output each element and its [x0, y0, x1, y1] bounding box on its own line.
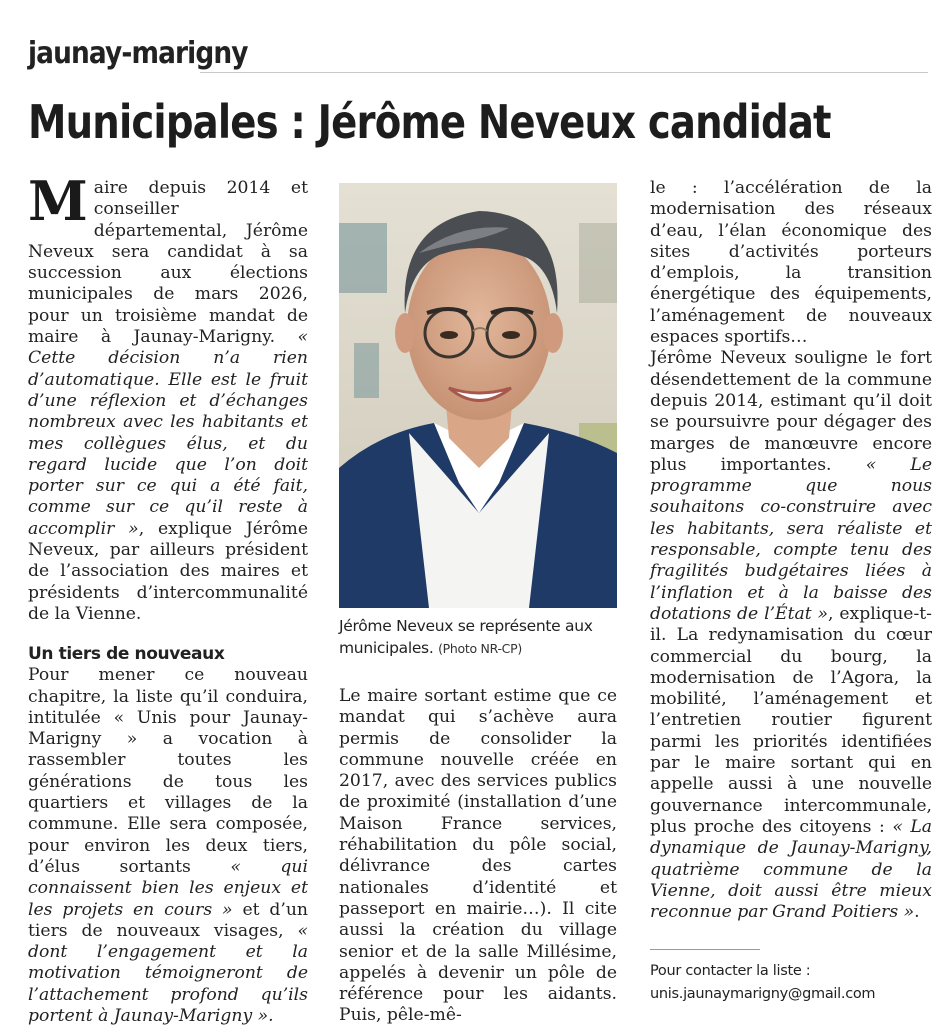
paragraph-4-end: .	[914, 902, 920, 923]
section-label: jaunay-marigny	[28, 36, 248, 71]
paragraph-2-mid: et d’un tiers de nouveaux visages,	[28, 899, 308, 941]
portrait-image	[339, 183, 617, 608]
drop-cap: M	[28, 169, 88, 233]
contact-email-link[interactable]: unis.jaunaymarigny@gmail.com	[650, 986, 876, 1002]
paragraph-4-quote: « Le programme que nous souhaitons co-construire avec les habitants, sera réaliste et responsable, compte tenu des fragilités budgétaires liées à l’inflation et à la baisse des dotations de l’État »	[650, 454, 932, 624]
paragraph-4-quote-2: « La dynamique de Jaunay-Marigny, quatrième commune de la Vienne, doit aussi être mieux reconnue par Grand Poitiers »	[650, 816, 932, 923]
section-divider	[200, 72, 928, 73]
article-column-1	[28, 169, 309, 1027]
contact-box	[650, 960, 875, 1006]
candidate-photo	[339, 183, 617, 608]
paragraph-2-quote-2: « dont l’engagement et la motivation témoigneront de l’attachement profond qu’ils portent à Jaunay-Marigny ».	[28, 920, 308, 1026]
photo-caption	[339, 615, 629, 660]
lead-paragraph	[28, 169, 309, 625]
paragraph-2-text: Pour mener ce nouveau chapitre, la liste qu’il conduira, intitulée « Unis pour Jaunay-Marigny » a vocation à rassembler toutes les générations de tous les quartiers et villages de la commune. Elle sera composée, pour environ les deux tiers, d’élus sortants	[28, 665, 308, 877]
contact-divider	[650, 949, 760, 950]
caption-text: Jérôme Neveux se représente aux municipales.	[339, 617, 593, 657]
paragraph-4	[650, 348, 932, 923]
article-column-2	[339, 686, 617, 1027]
article-column-3	[650, 178, 932, 923]
paragraph-4-text: Jérôme Neveux souligne le fort désendettement de la commune depuis 2014, estimant qu’il doit se poursuivre pour dégager des marges de manœuvre encore plus importantes.	[650, 348, 932, 475]
article-headline: Municipales : Jérôme Neveux candidat	[28, 95, 831, 149]
paragraph-3-continued: le : l’accélération de la modernisation des réseaux d’eau, l’élan économique des sites d’activités porteurs d’emplois, la transition énergétique des équipements, l’aménagement de nouveaux espaces sportifs…	[650, 178, 932, 348]
photo-credit: (Photo NR-CP)	[438, 641, 522, 656]
lead-text-end: , explique Jérôme Neveux, par ailleurs président de l’association des maires et présidents d’intercommunalité de la Vienne.	[28, 518, 309, 624]
lead-text: aire depuis 2014 et conseiller départemental, Jérôme Neveux sera candidat à sa succession aux élections municipales de mars 2026, pour un troisième mandat de maire à Jaunay-Marigny.	[28, 178, 308, 348]
contact-label: Pour contacter la liste :	[650, 963, 811, 979]
paragraph-3: Le maire sortant estime que ce mandat qui s’achève aura permis de consolider la commune nouvelle créée en 2017, avec des services publics de proximité (installation d’une Maison France services, réhabilitation du pôle social, délivrance des cartes nationales d’identité et passeport en mairie…). Il cite aussi la création du village senior et de la salle Millésime, appelés à devenir un pôle de référence pour les aidants. Puis, pêle-mê-	[339, 686, 617, 1026]
subheading: Un tiers de nouveaux	[28, 644, 225, 665]
lead-quote: « Cette décision n’a rien d’automatique. Elle est le fruit d’une réflexion et d’échanges nombreux avec les habitants et mes collègues élus, et du regard lucide que l’on doit porter sur ce qui a été fait, comme sur ce qu’il reste à accomplir »	[28, 327, 308, 539]
paragraph-2	[28, 665, 308, 1027]
paragraph-2-quote-1: « qui connaissent bien les enjeux et les projets en cours »	[28, 856, 308, 920]
paragraph-4-mid: , explique-t-il. La redynamisation du cœur commercial du bourg, la modernisation de l’Agora, la mobilité, l’aménagement et l’entretien routier figurent parmi les priorités identifiées par le maire sortant qui en appelle aussi à une nouvelle gouvernance intercommunale, plus proche des citoyens :	[650, 603, 932, 837]
